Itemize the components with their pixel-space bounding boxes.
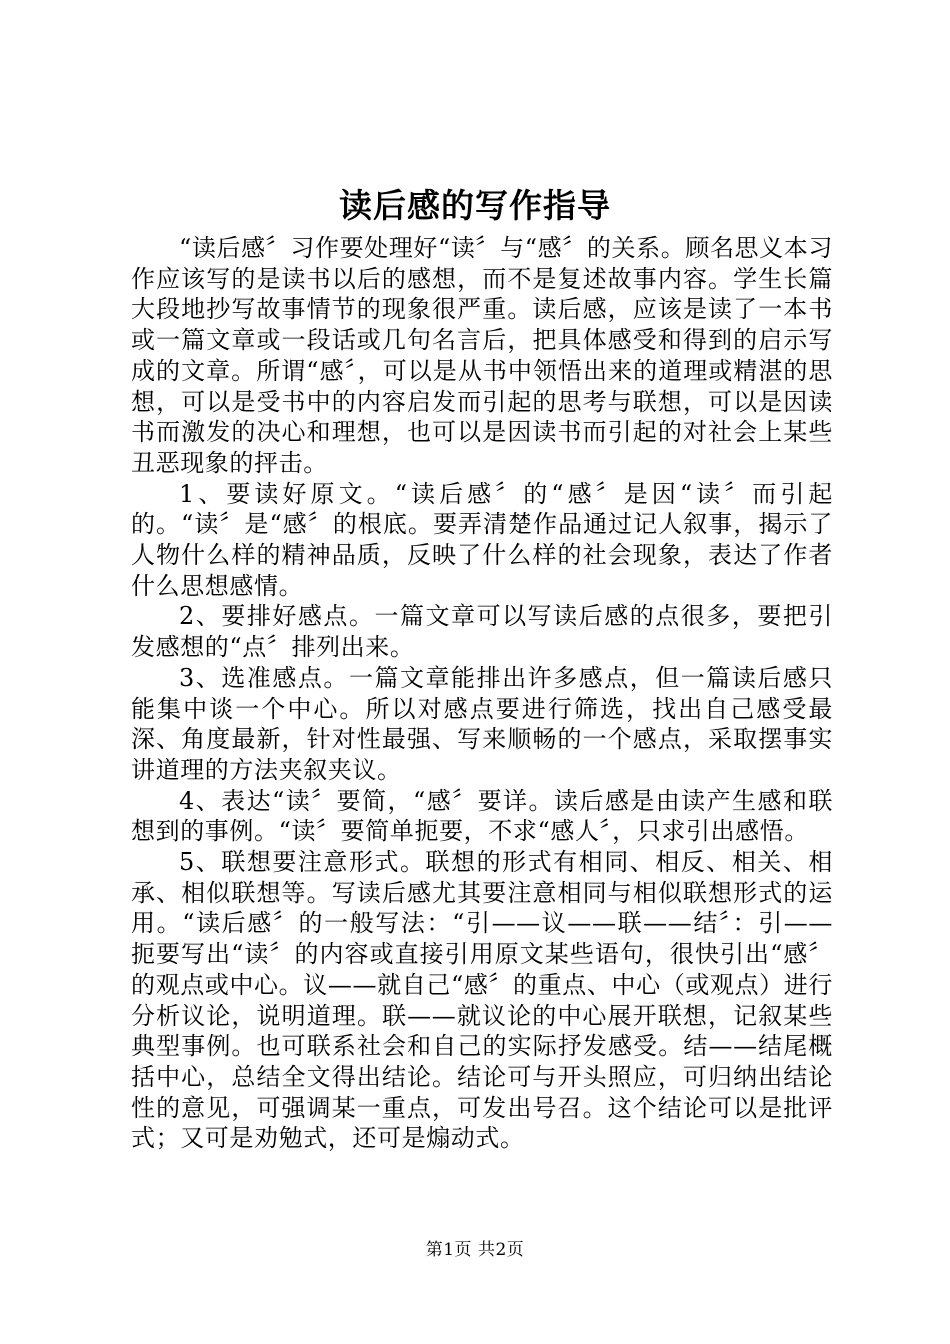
paragraph-intro: “读后感〞习作要处理好“读〞与“感〞的关系。顾名思义本习作应该写的是读书以后的感想，而不是复述故事内容。学生长篇大段地抄写故事情节的现象很严重。读后感，应该是读了一本书或一篇文章或一段话或几句名言后，把具体感受和得到的启示写成的文章。所谓“感〞，可以是从书中领悟出来的道理或精湛的思想，可以是受书中的内容启发而引起的思考与联想，可以是因读书而激发的决心和理想，也可以是因读书而引起的对社会上某些丑恶现象的抨击。: [131, 234, 833, 477]
paragraph-point-1: 1、要读好原文。“读后感〞的“感〞是因“读〞而引起的。“读〞是“感〞的根底。要弄清楚作品通过记人叙事，揭示了人物什么样的精神品质，反映了什么样的社会现象，表达了作者什么思想感情。: [131, 479, 833, 600]
page-footer-page-number: 第1页 共2页: [425, 1240, 525, 1260]
document-body: [131, 233, 833, 1154]
paragraph-point-3: 3、选准感点。一篇文章能排出许多感点，但一篇读后感只能集中谈一个中心。所以对感点要进行筛选，找出自己感受最深、角度最新，针对性最强、写来顺畅的一个感点，采取摆事实讲道理的方法夹叙夹议。: [131, 663, 833, 784]
paragraph-point-5: 5、联想要注意形式。联想的形式有相同、相反、相关、相承、相似联想等。写读后感尤其要注意相同与相似联想形式的运用。“读后感〞的一般写法：“引——议——联——结〞：引——扼要写出“读〞的内容或直接引用原文某些语句，很快引出“感〞的观点或中心。议——就自己“感〞的重点、中心（或观点）进行分析议论，说明道理。联——就议论的中心展开联想，记叙某些典型事例。也可联系社会和自己的实际抒发感受。结——结尾概括中心，总结全文得出结论。结论可与开头照应，可归纳出结论性的意见，可强调某一重点，可发出号召。这个结论可以是批评式；又可是劝勉式，还可是煽动式。: [131, 848, 833, 1153]
document-title: 读后感的写作指导: [339, 186, 611, 225]
paragraph-point-2: 2、要排好感点。一篇文章可以写读后感的点很多，要把引发感想的“点〞排列出来。: [131, 602, 833, 662]
paragraph-point-4: 4、表达“读〞要简，“感〞要详。读后感是由读产生感和联想到的事例。“读〞要简单扼要，不求“感人〞，只求引出感悟。: [131, 786, 833, 846]
